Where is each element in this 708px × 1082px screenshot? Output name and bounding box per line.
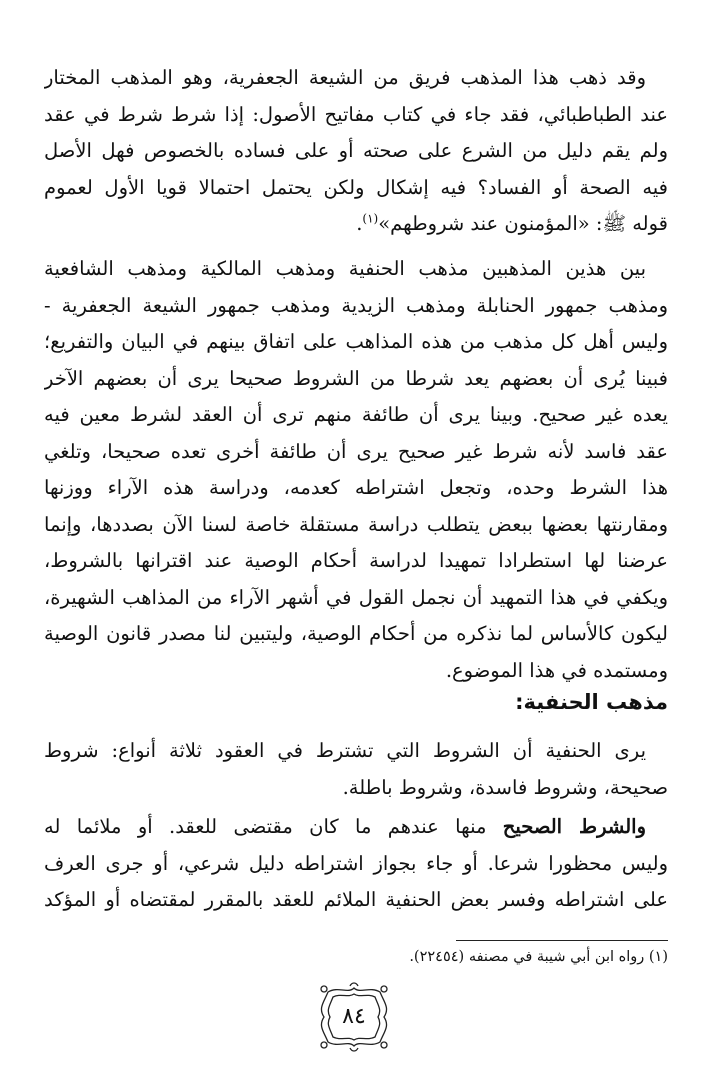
page-number-ornament [314,980,394,1054]
text-line: ولم يقم دليل من الشرع على صحته أو على فساده بالخصوص فهل الأصل [44,139,668,162]
text-line: وليس محظورا شرعا. أو جاء بجواز اشتراطه دليل شرعي، أو جرى العرف [44,851,668,875]
text-line: فيه الصحة أو الفساد؟ فيه إشكال ولكن يحتمل احتمالا قويا الأول لعموم [44,175,668,199]
footnote: (١) رواه ابن أبي شيبة في مصنفه (٢٢٤٥٤). [409,949,668,965]
text-fragment: قوله ﷺ: «المؤمنون عند شروطهم» [378,212,668,235]
paragraph-2 [44,251,668,689]
page-number: ٨٤ [342,1004,366,1029]
text-line: ومذهب جمهور الحنابلة ومذهب الزيدية ومذهب جمهور الشيعة الجعفرية - [44,293,668,317]
text-line: عقد فاسد لأنه شرط غير صحيح يرى أن طائفة أخرى تعده صحيحا، وتلغي [44,439,668,463]
text-line: ويكفي في هذا التمهيد أن نجمل القول في أشهر الآراء من المذاهب الشهيرة، [44,585,668,609]
text-line: عند الطباطبائي، فقد جاء في كتاب مفاتيح الأصول: إذا شرط شرط في عقد [44,102,668,126]
text-line [44,809,668,846]
text-line-last [44,206,668,243]
text-fragment: منها عندهم ما كان مقتضى للعقد. أو ملائما له [44,815,503,838]
text-line: عرضنا لها استطرادا تمهيدا لدراسة أحكام الوصية عند اقترانها بالشروط، [44,549,668,572]
text-line: يرى الحنفية أن الشروط التي تشترط في العقود ثلاثة أنواع: شروط [44,739,646,762]
text-line: وليس أهل كل مذهب من هذه المذاهب على اتفاق بينهم في البيان والتفريع؛ [44,330,668,353]
text-line-last: صحيحة، وشروط فاسدة، وشروط باطلة. [342,775,668,799]
text-line: هذا الشرط وحده، وتجعل اشتراطه كعدمه، ودراسة هذه الآراء ووزنها [44,476,668,499]
section-heading: مذهب الحنفية: [515,690,668,714]
paragraph-3 [44,733,668,806]
text-fragment: . [356,212,363,235]
footnote-divider [456,940,668,941]
text-line: وقد ذهب هذا المذهب فريق من الشيعة الجعفرية، وهو المذهب المختار [44,66,646,89]
text-line: يعده غير صحيح. وبينا يرى أن طائفة منهم ترى أن العقد لشرط معين فيه [44,403,668,426]
text-line: على اشتراطه وفسر بعض الحنفية الملائم للعقد بالمقرر لمقتضاه أو المؤكد [44,888,668,911]
bold-term: والشرط الصحيح [502,815,646,838]
paragraph-1 [44,60,668,243]
text-line: ليكون كالأساس لما نذكره من أحكام الوصية، وليتبين لنا مصدر قانون الوصية [44,622,668,645]
paragraph-4 [44,809,668,919]
text-line: ومقارنتها بعضها ببعض يتطلب دراسة مستقلة خاصة لسنا الآن بصددها، وإنما [44,512,668,536]
text-line: فبينا يُرى أن بعضهم يعد شرطا من الشروط صحيحا يرى أن بعضهم الآخر [44,366,668,390]
footnote-reference: (١) [362,211,379,226]
text-line: بين هذين المذهبين مذهب الحنفية ومذهب المالكية ومذهب الشافعية [44,257,646,280]
text-line-last: ومستمده في هذا الموضوع. [445,658,668,682]
